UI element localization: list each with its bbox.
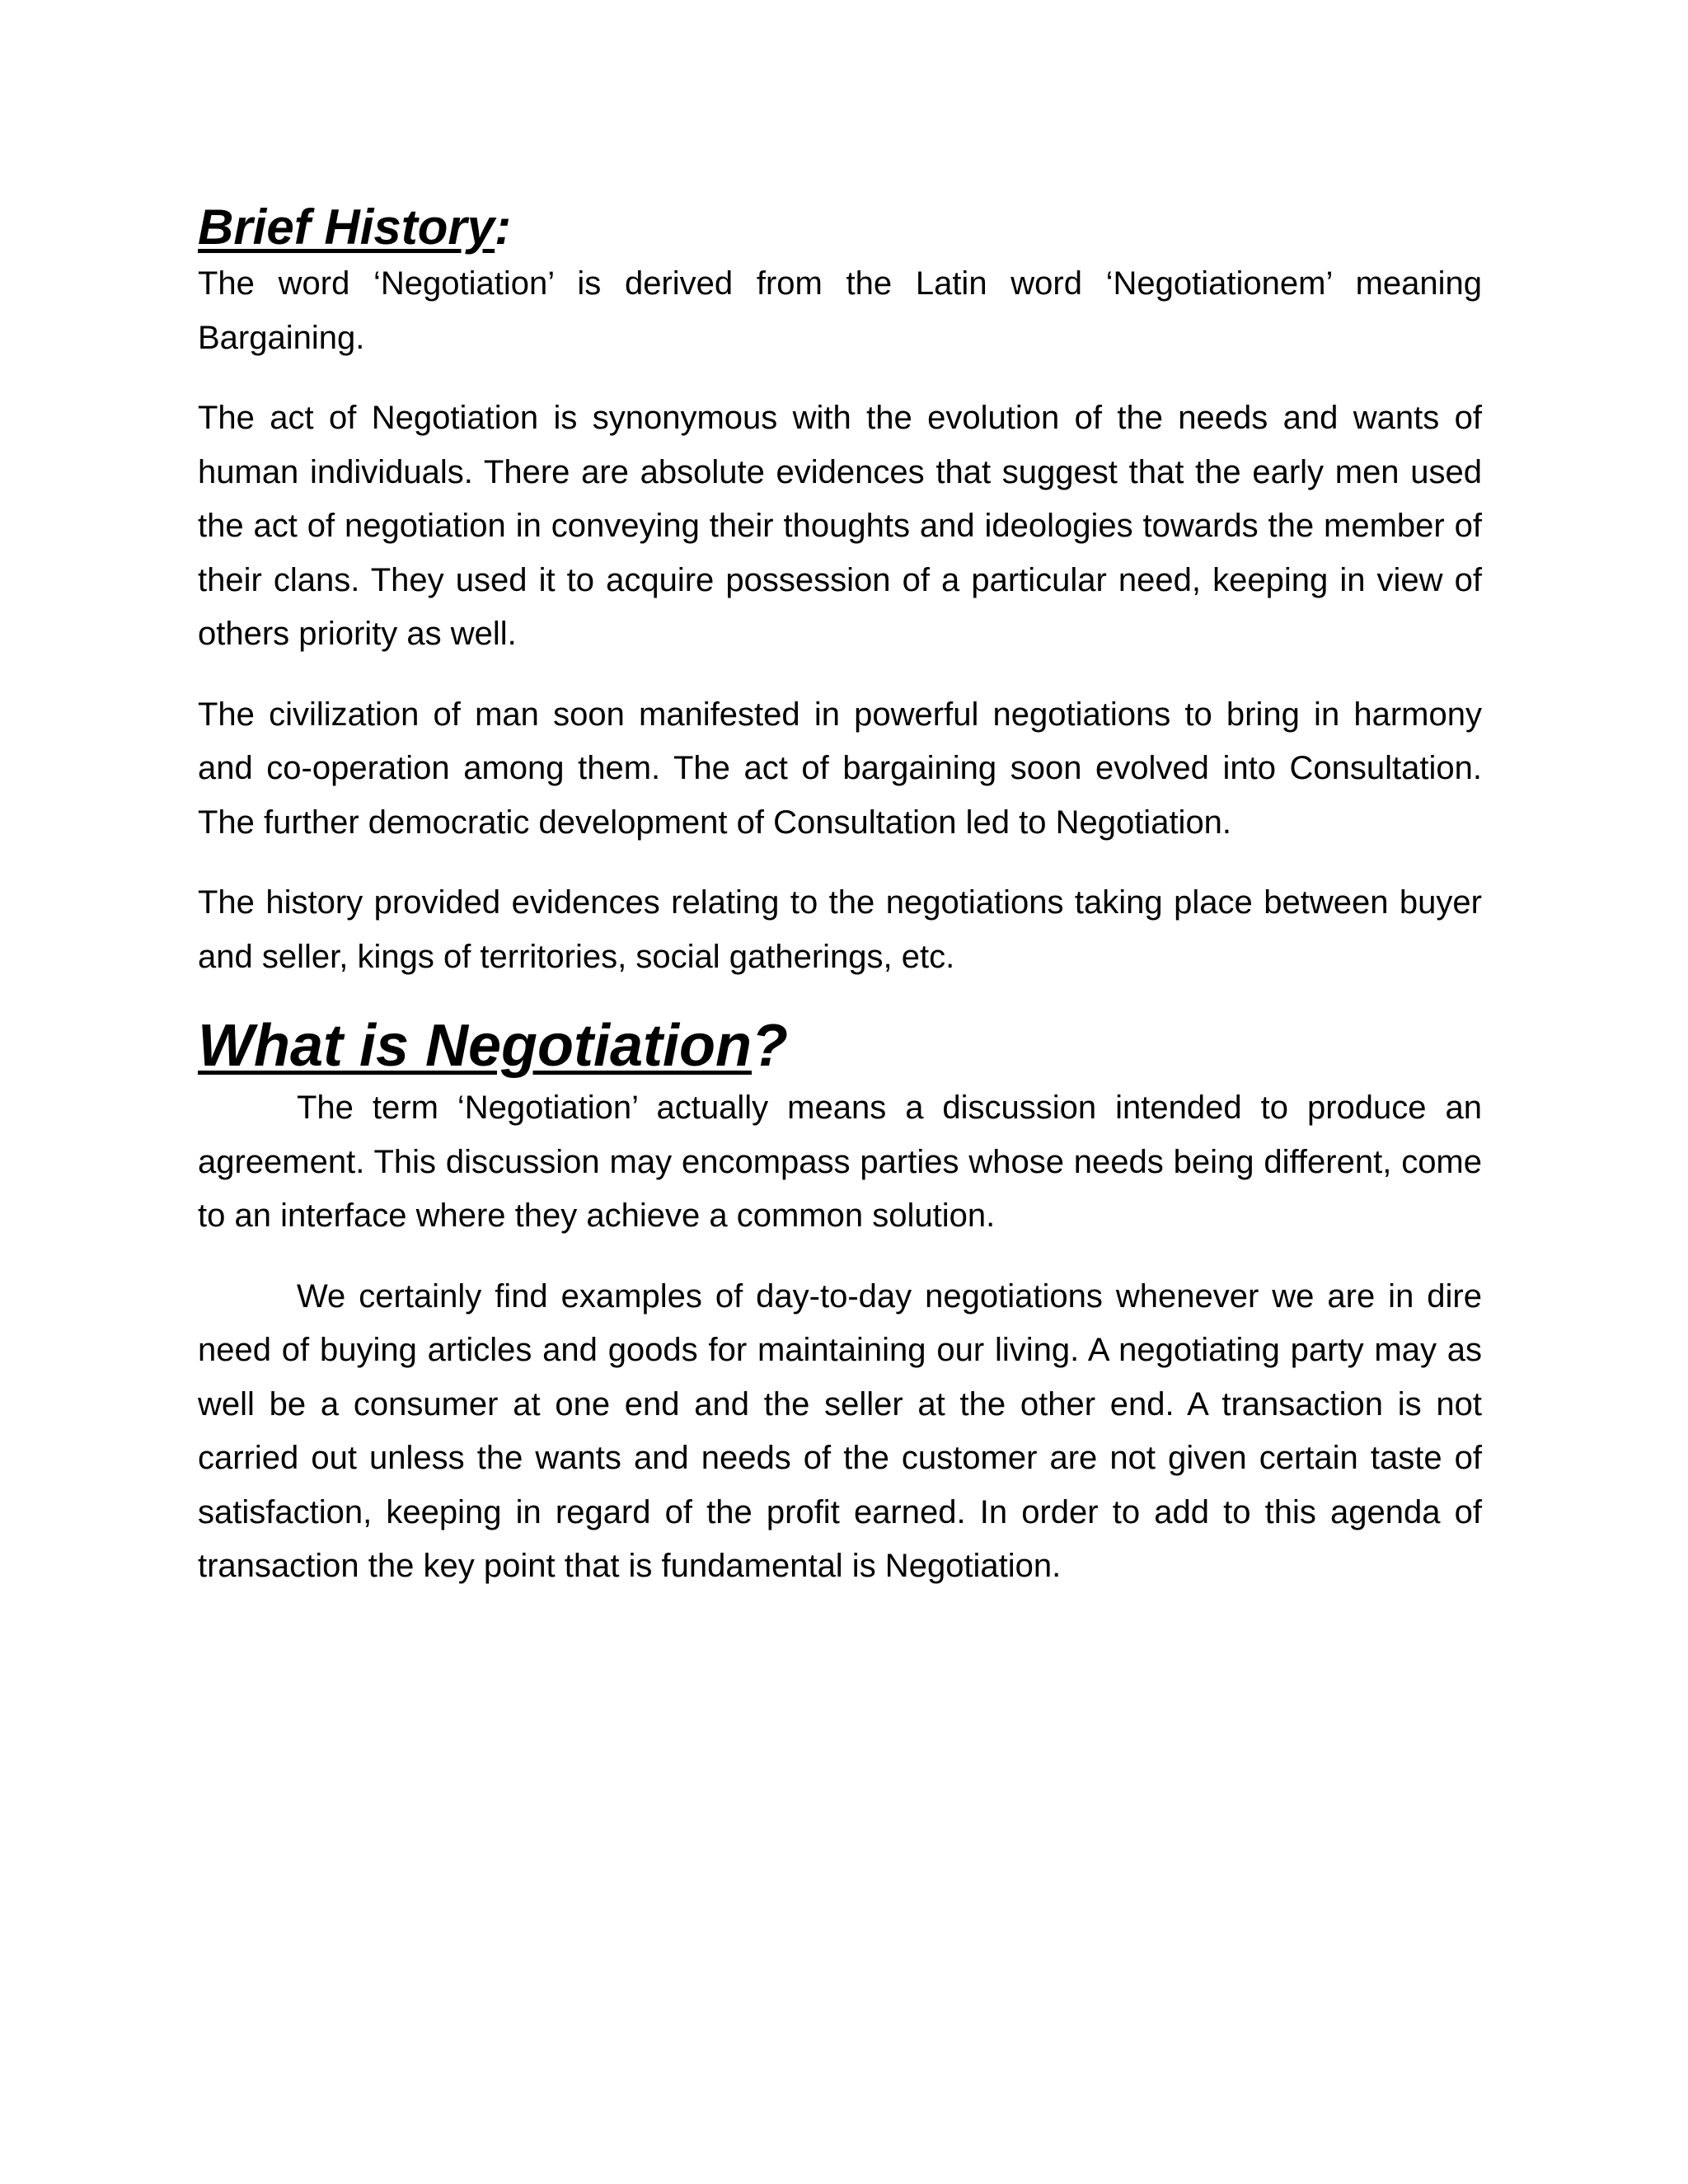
paragraph-history-4: The history provided evidences relating to the negotiations taking place between buyer and seller, kings of territories, social gatherings, etc.: [198, 884, 1482, 975]
paragraph-history-3: The civilization of man soon manifested in powerful negotiations to bring in harmony and co-operation among them. The act of bargaining soon evolved into Consultation. The further democratic development of Consultation led to Negotiation.: [198, 696, 1482, 841]
heading-brief-history-text: Brief History: [198, 199, 495, 255]
paragraph-negotiation-2: We certainly find examples of day-to-day negotiations whenever we are in dire need of buying articles and goods for maintaining our living. A negotiating party may as well be a consumer at one end and the seller at the other end. A transaction is not carried out unless the wants and needs of the customer are not given certain taste of satisfaction, keeping in regard of the profit earned. In order to add to this agenda of transaction the key point that is fundamental is Negotiation.: [198, 1277, 1482, 1585]
paragraph-history-1: The word ‘Negotiation’ is derived from the Latin word ‘Negotiationem’ meaning Bargaining.: [198, 265, 1482, 356]
document-body: [198, 198, 1482, 1620]
paragraph-negotiation-1: The term ‘Negotiation’ actually means a discussion intended to produce an agreement. This discussion may encompass parties whose needs being different, come to an interface where they achieve a common solution.: [198, 1090, 1482, 1235]
heading-what-is-negotiation-text: What is Negotiation: [198, 1013, 752, 1079]
paragraph-history-2: The act of Negotiation is synonymous with the evolution of the needs and wants of human individuals. There are absolute evidences that suggest that the early men used the act of negotiation in conveying their thoughts and ideologies towards the member of their clans. They used it to acquire possession of a particular need, keeping in view of others priority as well.: [198, 400, 1482, 652]
heading-what-is-negotiation-suffix: ?: [751, 1013, 788, 1079]
heading-brief-history: [198, 198, 1482, 257]
heading-brief-history-suffix: :: [495, 199, 512, 255]
heading-what-is-negotiation: [198, 1010, 1482, 1081]
